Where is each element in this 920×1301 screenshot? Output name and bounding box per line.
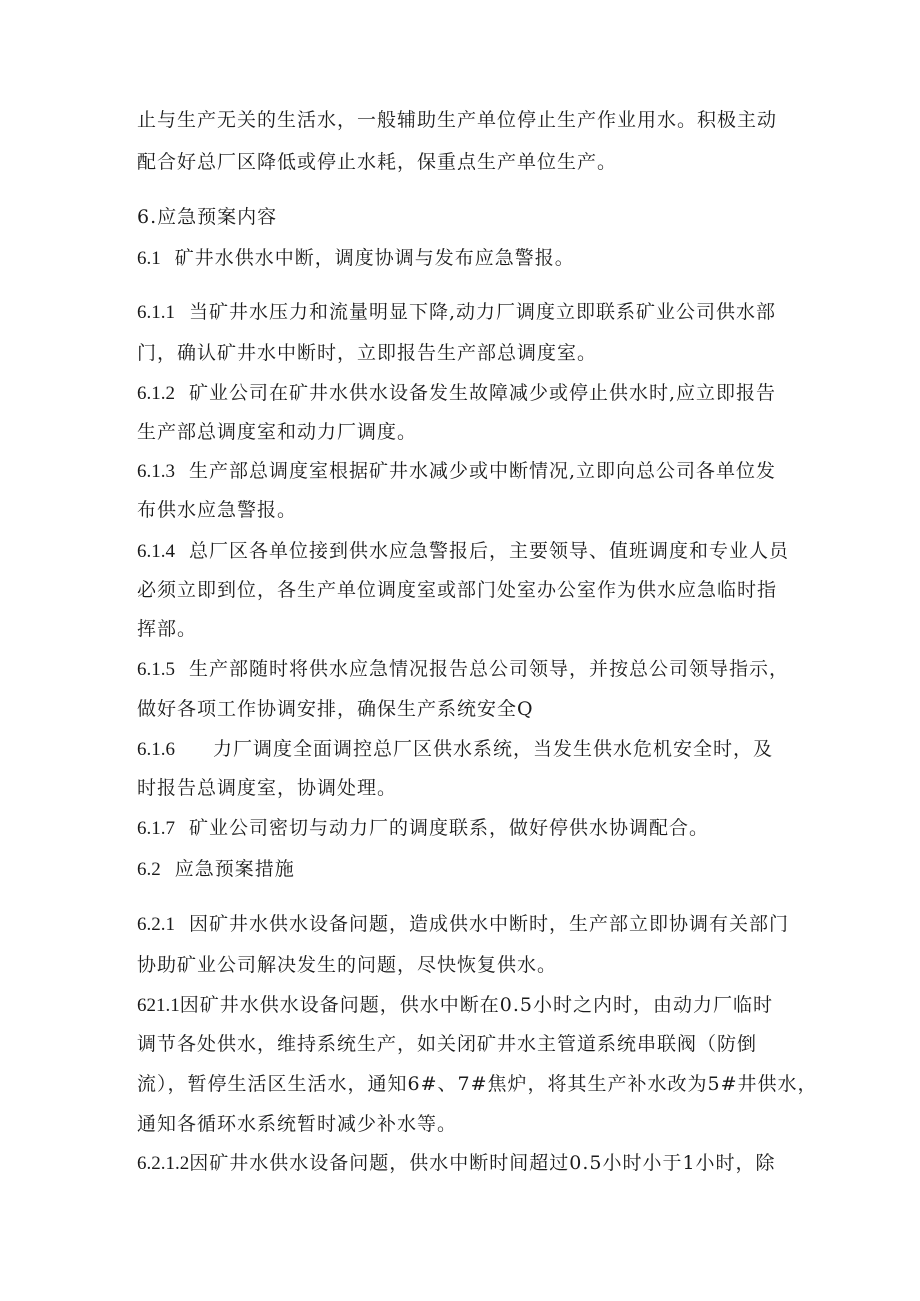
clause-number: 621.1: [137, 995, 180, 1016]
line-text: 做好各项工作协调安排，确保生产系统安全Q: [137, 698, 534, 720]
line-text: 门，确认矿井水中断时，立即报告生产部总调度室。: [137, 342, 598, 364]
clause-line: [137, 993, 773, 1018]
clause-number: 6.2.1: [137, 914, 175, 935]
clause-line: [137, 1151, 776, 1176]
paragraph-line: [137, 150, 617, 174]
clause-line: [137, 816, 709, 841]
paragraph-line: [137, 776, 397, 800]
section-heading: [137, 205, 277, 229]
line-text: 因矿井水供水设备问题，供水中断时间超过0.5小时小于1小时，除: [189, 1152, 776, 1174]
section-heading-text: 6.应急预案内容: [137, 206, 278, 228]
clause-number: 6.1.2: [137, 383, 175, 404]
clause-line: [137, 539, 789, 564]
line-text: 应急预案措施: [174, 858, 295, 880]
line-text: 力厂调度全面调控总厂区供水系统，当发生供水危机安全时，及: [213, 738, 774, 760]
line-text: 调节各处供水，维持系统生产，如关闭矿井水主管道系统串联阀（防倒: [137, 1033, 758, 1055]
section-number: 6.1: [137, 248, 161, 269]
clause-line: [137, 459, 776, 484]
line-text: 止与生产无关的生活水，一般辅助生产单位停止生产作业用水。积极主动: [137, 109, 778, 131]
line-text: 布供水应急警报。: [137, 499, 298, 521]
paragraph-line: [137, 108, 777, 132]
line-text: 矿业公司密切与动力厂的调度联系，做好停供水协调配合。: [189, 817, 710, 839]
clause-number: 6.1.3: [137, 461, 175, 482]
line-text: 当矿井水压力和流量明显下降,动力厂调度立即联系矿业公司供水部: [189, 301, 777, 323]
line-text: 生产部随时将供水应急情况报告总公司领导，并按总公司领导指示，: [189, 658, 790, 680]
line-text: 必须立即到位，各生产单位调度室或部门处室办公室作为供水应急临时指: [137, 579, 778, 601]
line-text: 生产部总调度室根据矿井水减少或中断情况,立即向总公司各单位发: [189, 460, 777, 482]
line-text: 流），暂停生活区生活水，通知6#、7#焦炉，将其生产补水改为5#井供水，: [137, 1073, 818, 1095]
paragraph-line: [137, 420, 417, 444]
clause-number: 6.2.1.2: [137, 1153, 190, 1174]
line-text: 生产部总调度室和动力厂调度。: [137, 421, 418, 443]
subsection-heading: [137, 857, 295, 882]
paragraph-line: [137, 498, 297, 522]
line-text: 因矿井水供水设备问题，供水中断在0.5小时之内时，由动力厂临时: [179, 994, 773, 1016]
line-text: 矿井水供水中断，调度协调与发布应急警报。: [174, 247, 575, 269]
clause-line: [137, 300, 776, 325]
section-number: 6.2: [137, 859, 161, 880]
paragraph-line: [137, 697, 534, 721]
clause-line: [137, 657, 789, 682]
subsection-heading: [137, 246, 575, 271]
clause-number: 6.1.5: [137, 659, 175, 680]
paragraph-line: [137, 1072, 818, 1096]
clause-number: 6.1.7: [137, 818, 175, 839]
line-text: 挥部。: [137, 618, 198, 640]
paragraph-line: [137, 341, 597, 365]
line-text: 配合好总厂区降低或停止水耗，保重点生产单位生产。: [137, 151, 618, 173]
clause-line: [137, 737, 773, 762]
line-text: 矿业公司在矿井水供水设备发生故障减少或停止供水时,应立即报告: [189, 382, 777, 404]
paragraph-line: [137, 578, 777, 602]
clause-number: 6.1.1: [137, 302, 175, 323]
paragraph-line: [137, 953, 557, 977]
line-text: 因矿井水供水设备问题，造成供水中断时，生产部立即协调有关部门: [189, 913, 790, 935]
clause-line: [137, 912, 789, 937]
paragraph-line: [137, 617, 197, 641]
line-text: 通知各循环水系统暂时减少补水等。: [137, 1113, 458, 1135]
paragraph-line: [137, 1112, 457, 1136]
paragraph-line: [137, 1032, 757, 1056]
clause-number: 6.1.4: [137, 541, 175, 562]
clause-line: [137, 381, 776, 406]
line-text: 协助矿业公司解决发生的问题，尽快恢复供水。: [137, 954, 558, 976]
clause-number: 6.1.6: [137, 739, 175, 760]
line-text: 总厂区各单位接到供水应急警报后，主要领导、值班调度和专业人员: [189, 540, 790, 562]
line-text: 时报告总调度室，协调处理。: [137, 777, 398, 799]
